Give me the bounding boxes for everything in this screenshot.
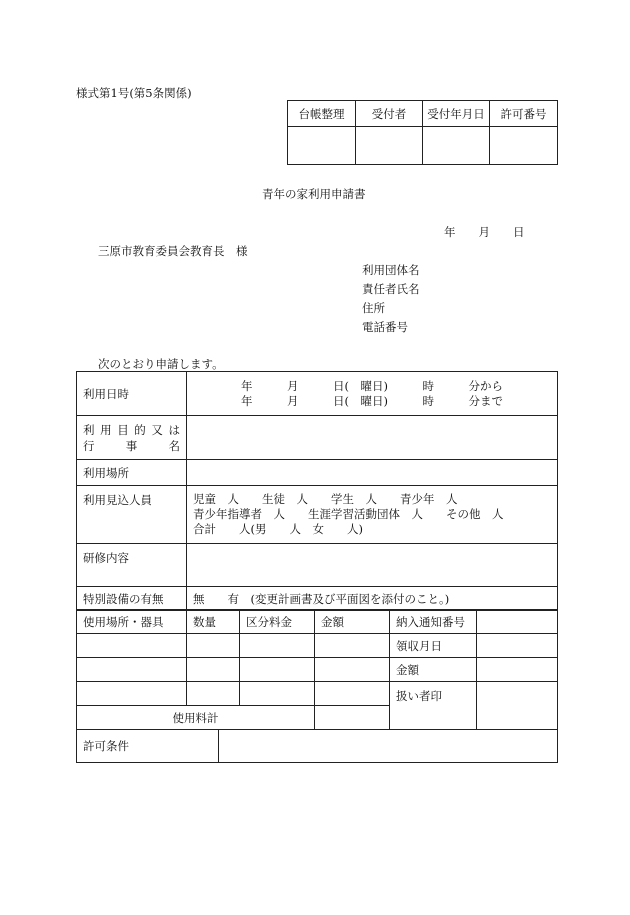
handler-seal-label: 扱い者印: [390, 682, 477, 730]
receipt-date-label: 領収月日: [390, 634, 477, 658]
training-value[interactable]: [187, 544, 558, 587]
equip-cell[interactable]: [315, 682, 390, 706]
place-value[interactable]: [187, 460, 558, 486]
equip-header-place: 使用場所・器具: [77, 610, 187, 634]
datetime-from: 年 月 日( 曜日) 時 分から: [241, 378, 503, 393]
equipment-table: [76, 609, 558, 730]
office-header-ledger: 台帳整理: [288, 101, 356, 127]
purpose-value[interactable]: [187, 416, 558, 460]
equip-cell[interactable]: [77, 682, 187, 706]
row-attendance: [77, 486, 558, 544]
purpose-label-line2: 行 事 名: [83, 438, 180, 453]
special-value[interactable]: 無 有 (変更計画書及び平面図を添付のこと。): [187, 587, 558, 611]
row-datetime: [77, 372, 558, 416]
office-header-permit-no: 許可番号: [490, 101, 558, 127]
addressee: 三原市教育委員会教育長 様: [98, 244, 248, 258]
attendance-line3: 合計 人(男 人 女 人): [193, 522, 363, 536]
office-cell-ledger[interactable]: [288, 127, 356, 165]
fee-total-value[interactable]: [315, 706, 390, 730]
row-place: [77, 460, 558, 486]
conditions-label: 許可条件: [77, 730, 219, 763]
equip-cell[interactable]: [187, 682, 240, 706]
equip-cell[interactable]: [187, 634, 240, 658]
fee-total-label: 使用料計: [77, 706, 315, 730]
row-purpose: [77, 416, 558, 460]
equip-cell[interactable]: [315, 634, 390, 658]
applicant-address-label: 住所: [362, 301, 385, 315]
equip-header-amount: 金額: [315, 610, 390, 634]
attendance-line2: 青少年指導者 人 生涯学習活動団体 人 その他 人: [193, 507, 504, 521]
equip-cell[interactable]: [240, 658, 315, 682]
special-label: 特別設備の有無: [77, 587, 187, 611]
training-label: 研修内容: [77, 544, 187, 587]
equip-cell[interactable]: [240, 682, 315, 706]
row-training: [77, 544, 558, 587]
datetime-label: 利用日時: [77, 372, 187, 416]
office-header-receiver: 受付者: [356, 101, 423, 127]
attendance-line1: 児童 人 生徒 人 学生 人 青少年 人: [193, 492, 458, 506]
attendance-value[interactable]: [187, 486, 558, 544]
datetime-value[interactable]: [187, 372, 558, 416]
attendance-label: 利用見込人員: [77, 486, 187, 544]
application-table: [76, 371, 558, 611]
datetime-to: 年 月 日( 曜日) 時 分まで: [241, 393, 503, 408]
purpose-label-line1: 利 用 目 的 又 は: [83, 422, 180, 437]
conditions-value[interactable]: [219, 730, 558, 763]
receipt-amount-value[interactable]: [477, 658, 558, 682]
equip-cell[interactable]: [187, 658, 240, 682]
equip-header-quantity: 数量: [187, 610, 240, 634]
place-label: 利用場所: [77, 460, 187, 486]
office-cell-receiver[interactable]: [356, 127, 423, 165]
receipt-date-value[interactable]: [477, 634, 558, 658]
applicant-phone-label: 電話番号: [362, 320, 408, 334]
row-special: [77, 587, 558, 611]
date-line: 年 月 日: [444, 225, 525, 239]
equip-header-rate: 区分料金: [240, 610, 315, 634]
intro-text: 次のとおり申請します。: [98, 357, 224, 371]
office-cell-permit-no[interactable]: [490, 127, 558, 165]
notice-number-label: 納入通知番号: [390, 610, 477, 634]
equip-cell[interactable]: [77, 658, 187, 682]
equip-cell[interactable]: [240, 634, 315, 658]
applicant-responsible-label: 責任者氏名: [362, 282, 420, 296]
office-header-receipt-date: 受付年月日: [423, 101, 490, 127]
equip-cell[interactable]: [77, 634, 187, 658]
conditions-table: [76, 729, 558, 763]
page-title: 青年の家利用申請書: [262, 187, 366, 201]
applicant-org-label: 利用団体名: [362, 263, 420, 277]
equip-cell[interactable]: [315, 658, 390, 682]
office-cell-receipt-date[interactable]: [423, 127, 490, 165]
office-use-table: [287, 100, 558, 165]
form-number: 様式第1号(第5条関係): [76, 86, 192, 100]
purpose-label: [77, 416, 187, 460]
handler-seal-value[interactable]: [477, 682, 558, 730]
notice-number-value[interactable]: [477, 610, 558, 634]
receipt-amount-label: 金額: [390, 658, 477, 682]
